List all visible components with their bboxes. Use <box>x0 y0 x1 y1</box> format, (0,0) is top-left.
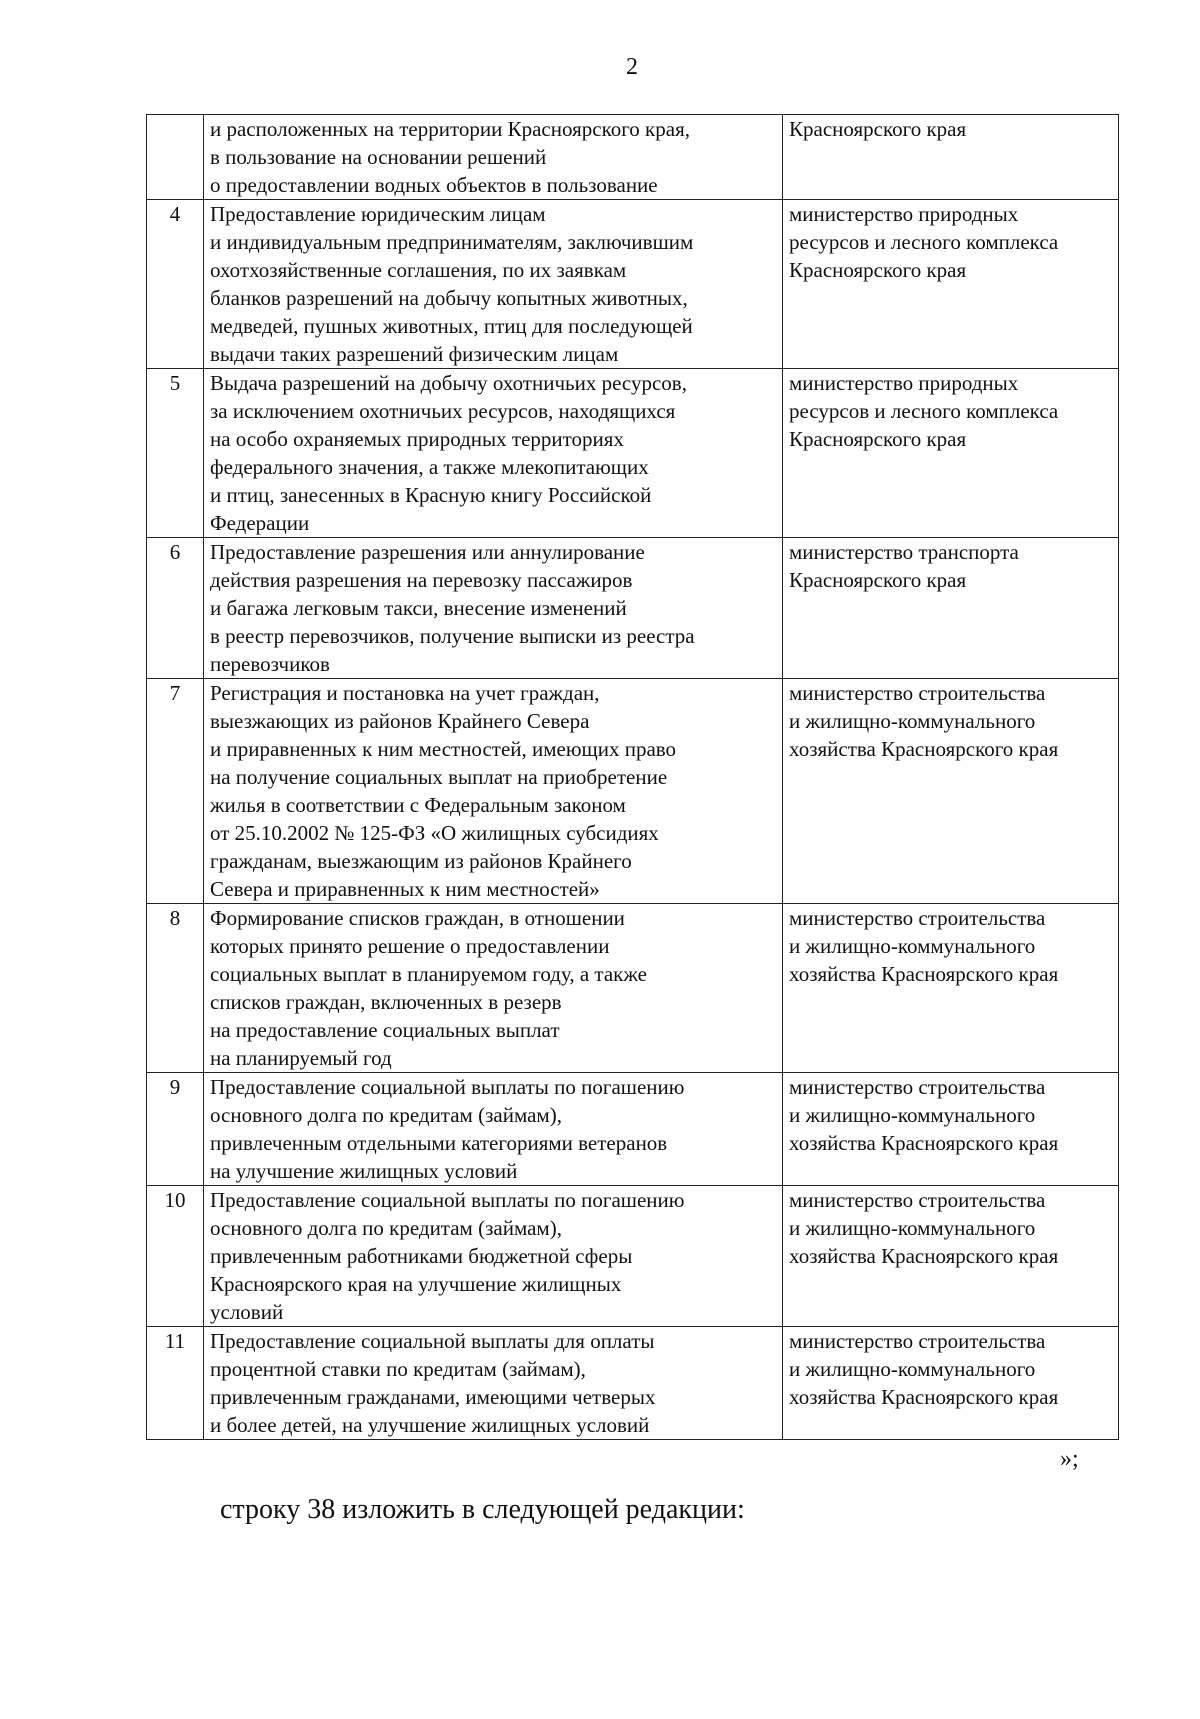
service-description: Предоставление социальной выплаты по погашению основного долга по кредитам (займам), привлеченным отдельными категориями ветеранов на улучшение жилищных условий <box>204 1073 783 1186</box>
table-row <box>147 1073 1119 1186</box>
row-number: 8 <box>147 904 204 1073</box>
responsible-body: министерство природных ресурсов и лесного комплекса Красноярского края <box>783 369 1119 538</box>
table-row <box>147 115 1119 200</box>
responsible-body: министерство строительства и жилищно-коммунального хозяйства Красноярского края <box>783 904 1119 1073</box>
service-description: Предоставление юридическим лицам и индивидуальным предпринимателям, заключившим охотхозяйственные соглашения, по их заявкам бланков разрешений на добычу копытных животных, медведей, пушных животных, птиц для последующей выдачи таких разрешений физическим лицам <box>204 200 783 369</box>
row-number: 5 <box>147 369 204 538</box>
service-description: и расположенных на территории Красноярского края, в пользование на основании решений о предоставлении водных объектов в пользование <box>204 115 783 200</box>
service-description: Предоставление разрешения или аннулирование действия разрешения на перевозку пассажиров и багажа легковым такси, внесение изменений в реестр перевозчиков, получение выписки из реестра перевозчиков <box>204 538 783 679</box>
service-description: Формирование списков граждан, в отношении которых принято решение о предоставлении социальных выплат в планируемом году, а также списков граждан, включенных в резерв на предоставление социальных выплат на планируемый год <box>204 904 783 1073</box>
responsible-body: Красноярского края <box>783 115 1119 200</box>
table-row <box>147 1327 1119 1440</box>
responsible-body: министерство строительства и жилищно-коммунального хозяйства Красноярского края <box>783 1327 1119 1440</box>
row-number: 6 <box>147 538 204 679</box>
row-number: 9 <box>147 1073 204 1186</box>
row-number: 10 <box>147 1186 204 1327</box>
table-row <box>147 200 1119 369</box>
table-row <box>147 538 1119 679</box>
page-number: 2 <box>626 54 638 80</box>
table-row <box>147 369 1119 538</box>
service-description: Предоставление социальной выплаты по погашению основного долга по кредитам (займам), привлеченным работниками бюджетной сферы Красноярского края на улучшение жилищных условий <box>204 1186 783 1327</box>
table-row <box>147 904 1119 1073</box>
services-table <box>146 114 1119 1440</box>
service-description: Регистрация и постановка на учет граждан, выезжающих из районов Крайнего Севера и приравненных к ним местностей, имеющих право на получение социальных выплат на приобретение жилья в соответствии с Федеральным законом от 25.10.2002 № 125-ФЗ «О жилищных субсидиях гражданам, выезжающим из районов Крайнего Севера и приравненных к ним местностей» <box>204 679 783 904</box>
row-number: 11 <box>147 1327 204 1440</box>
row-number <box>147 115 204 200</box>
responsible-body: министерство строительства и жилищно-коммунального хозяйства Красноярского края <box>783 1186 1119 1327</box>
row-number: 7 <box>147 679 204 904</box>
responsible-body: министерство природных ресурсов и лесного комплекса Красноярского края <box>783 200 1119 369</box>
responsible-body: министерство строительства и жилищно-коммунального хозяйства Красноярского края <box>783 1073 1119 1186</box>
service-description: Предоставление социальной выплаты для оплаты процентной ставки по кредитам (займам), привлеченным гражданами, имеющими четверых и более детей, на улучшение жилищных условий <box>204 1327 783 1440</box>
table-row <box>147 1186 1119 1327</box>
row-number: 4 <box>147 200 204 369</box>
closing-quote: »; <box>1060 1446 1079 1472</box>
table-row <box>147 679 1119 904</box>
responsible-body: министерство транспорта Красноярского края <box>783 538 1119 679</box>
service-description: Выдача разрешений на добычу охотничьих ресурсов, за исключением охотничьих ресурсов, находящихся на особо охраняемых природных территориях федерального значения, а также млекопитающих и птиц, занесенных в Красную книгу Российской Федерации <box>204 369 783 538</box>
amendment-instruction: строку 38 изложить в следующей редакции: <box>220 1494 745 1525</box>
responsible-body: министерство строительства и жилищно-коммунального хозяйства Красноярского края <box>783 679 1119 904</box>
